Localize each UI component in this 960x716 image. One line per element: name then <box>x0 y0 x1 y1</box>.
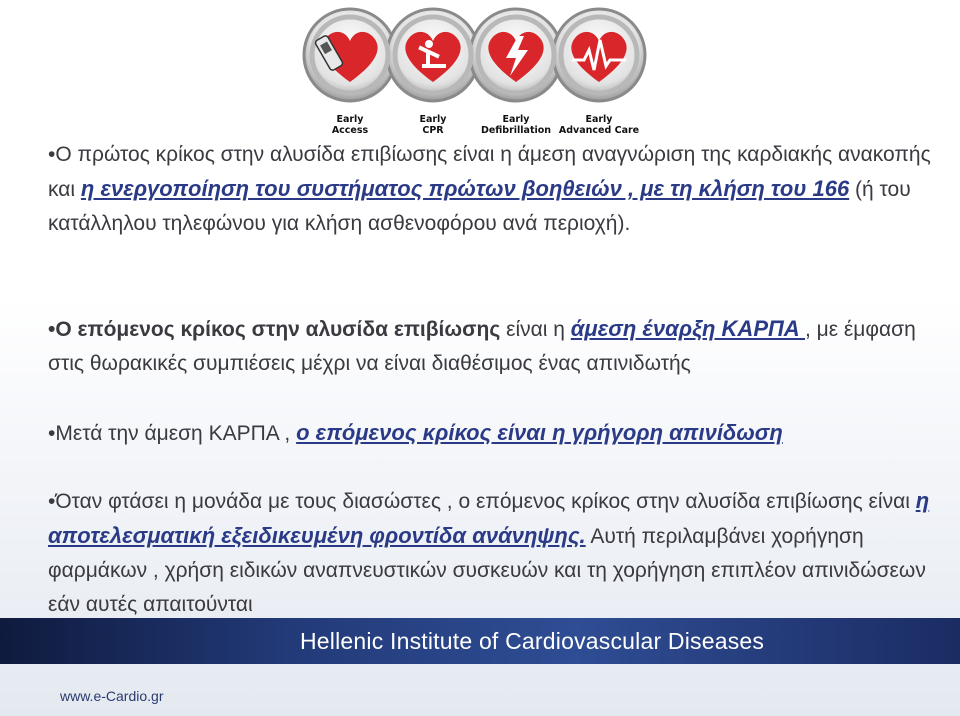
footer-title: Hellenic Institute of Cardiovascular Diseases <box>300 628 765 654</box>
paragraph-advanced-care <box>48 484 948 622</box>
chain-label-cpr: Early CPR <box>419 114 447 136</box>
paragraph-early-defibrillation <box>48 416 948 451</box>
p1-emphasis: η ενεργοποίηση του συστήματος πρώτων βοηθειών , με τη κλήση του 166 <box>80 176 850 201</box>
footer-band <box>0 618 960 664</box>
p1-text: •Ο πρώτος κρίκος στην αλυσίδα επιβίωσης είναι η άμεση αναγνώριση της καρδιακής ανακοπής και <box>48 143 931 201</box>
paragraph-early-access <box>48 138 948 241</box>
chain-links-graphic <box>300 0 650 115</box>
p2-text-end: , με έμφαση στις θωρακικές συμπιέσεις μέχρι να είναι διαθέσιμος ένας απινιδωτής <box>48 318 916 375</box>
chain-of-survival-graphic <box>300 0 650 142</box>
p2-emphasis: άμεση έναρξη ΚΑΡΠΑ <box>570 316 805 341</box>
p2-lead: •Ο επόμενος κρίκος στην αλυσίδα επιβίωσης <box>48 318 501 341</box>
footer-website-link[interactable]: www.e-Cardio.gr <box>60 688 164 704</box>
p1-text-end: (ή του κατάλληλου τηλεφώνου για κλήση ασθενοφόρου ανά περιοχή). <box>48 178 911 235</box>
p2-text: είναι η <box>500 318 571 341</box>
paragraph-early-cpr <box>48 312 948 381</box>
p4-emphasis: η αποτελεσματική εξειδικευμένη φροντίδα ανάνηψης. <box>48 488 930 548</box>
p4-text-end: Αυτή περιλαμβάνει χορήγηση φαρμάκων , χρήση ειδικών αναπνευστικών συσκευών και τη χορήγηση επιπλέον απινιδώσεων εάν αυτές απαιτούνται <box>48 525 926 616</box>
chain-label-advanced-care: Early Advanced Care <box>558 114 640 136</box>
p4-text: •Όταν φτάσει η μονάδα με τους διασώστες , ο επόμενος κρίκος στην αλυσίδα επιβίωσης είναι <box>48 490 916 513</box>
chain-label-defibrillation: Early Defibrillation <box>480 114 552 136</box>
p3-emphasis: ο επόμενος κρίκος είναι η γρήγορη απινίδωση <box>296 420 783 445</box>
p3-text: •Μετά την άμεση ΚΑΡΠΑ , <box>48 422 297 445</box>
chain-label-access: Early Access <box>331 114 369 136</box>
